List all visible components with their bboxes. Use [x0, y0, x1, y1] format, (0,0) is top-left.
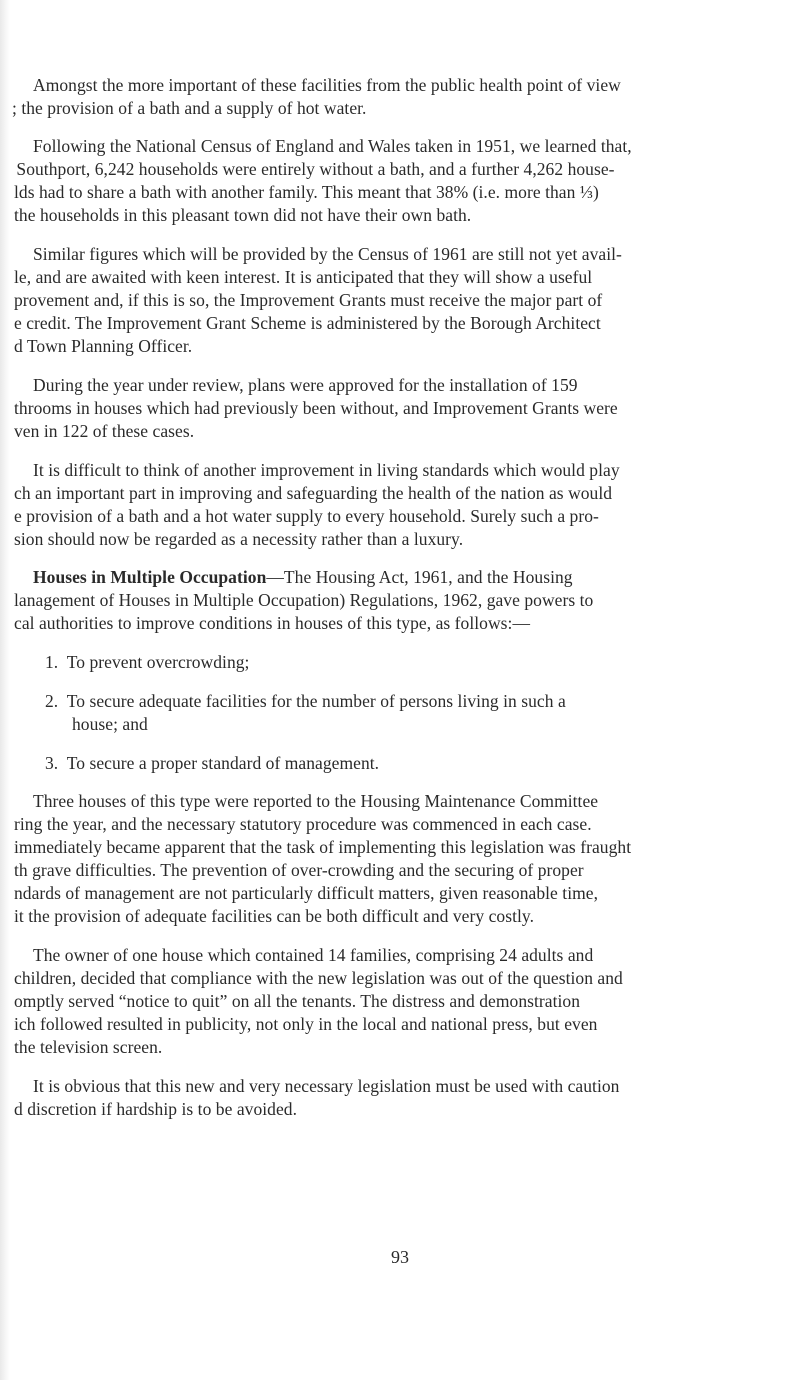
section-heading: Houses in Multiple Occupation: [33, 567, 267, 587]
text-line: cal authorities to improve conditions in houses of this type, as follows:—: [14, 613, 530, 633]
text-line: It is difficult to think of another improvement in living standards which would play: [33, 460, 620, 480]
text-line: Southport, 6,242 households were entirely without a bath, and a further 4,262 house-: [12, 159, 615, 179]
text-line: During the year under review, plans were approved for the installation of 159: [33, 375, 578, 395]
text-line: Following the National Census of England and Wales taken in 1951, we learned that,: [33, 136, 632, 156]
text-line: d discretion if hardship is to be avoided.: [14, 1099, 298, 1119]
text-line: lanagement of Houses in Multiple Occupation) Regulations, 1962, gave powers to: [14, 590, 594, 610]
text-line: ring the year, and the necessary statutory procedure was commenced in each case.: [14, 814, 592, 834]
text-line: ndards of management are not particularly difficult matters, given reasonable time,: [14, 883, 599, 903]
list-item-continuation: house; and: [72, 714, 148, 734]
page-number: 93: [391, 1247, 409, 1267]
section-heading-line: [33, 566, 573, 588]
text-line: e provision of a bath and a hot water supply to every household. Surely such a pro-: [14, 506, 599, 526]
text-line: Similar figures which will be provided by the Census of 1961 are still not yet avail-: [33, 244, 622, 264]
text-line: sion should now be regarded as a necessity rather than a luxury.: [14, 529, 464, 549]
text-line: omptly served “notice to quit” on all the tenants. The distress and demonstration: [14, 991, 581, 1011]
text-line: th grave difficulties. The prevention of over-crowding and the securing of proper: [14, 860, 584, 880]
text-line: ven in 122 of these cases.: [14, 421, 195, 441]
list-item: 1. To prevent overcrowding;: [45, 652, 250, 672]
text-line: it the provision of adequate facilities can be both difficult and very costly.: [14, 906, 534, 926]
text-line: d Town Planning Officer.: [14, 336, 193, 356]
text-line: children, decided that compliance with the new legislation was out of the question and: [14, 968, 623, 988]
text-line: It is obvious that this new and very necessary legislation must be used with caution: [33, 1076, 620, 1096]
text-line: provement and, if this is so, the Improvement Grants must receive the major part of: [14, 290, 603, 310]
text-line: throoms in houses which had previously been without, and Improvement Grants were: [14, 398, 618, 418]
text-line: lds had to share a bath with another family. This meant that 38% (i.e. more than ⅓): [14, 182, 599, 202]
text-line: ch an important part in improving and safeguarding the health of the nation as would: [14, 483, 613, 503]
text-line: Amongst the more important of these facilities from the public health point of view: [33, 75, 621, 95]
text-line: The owner of one house which contained 14 families, comprising 24 adults and: [33, 945, 594, 965]
list-item: 2. To secure adequate facilities for the number of persons living in such a: [45, 691, 566, 711]
text-line: the households in this pleasant town did not have their own bath.: [14, 205, 472, 225]
text-line: e credit. The Improvement Grant Scheme is administered by the Borough Architect: [14, 313, 601, 333]
text-line: Three houses of this type were reported to the Housing Maintenance Committee: [33, 791, 599, 811]
text-line: the television screen.: [14, 1037, 163, 1057]
text-line: —The Housing Act, 1961, and the Housing: [266, 567, 573, 587]
text-line: ; the provision of a bath and a supply of hot water.: [12, 98, 367, 118]
list-item: 3. To secure a proper standard of management.: [45, 753, 380, 773]
text-line: le, and are awaited with keen interest. It is anticipated that they will show a useful: [14, 267, 593, 287]
text-line: ich followed resulted in publicity, not only in the local and national press, but even: [14, 1014, 598, 1034]
text-line: immediately became apparent that the task of implementing this legislation was fraught: [14, 837, 632, 857]
